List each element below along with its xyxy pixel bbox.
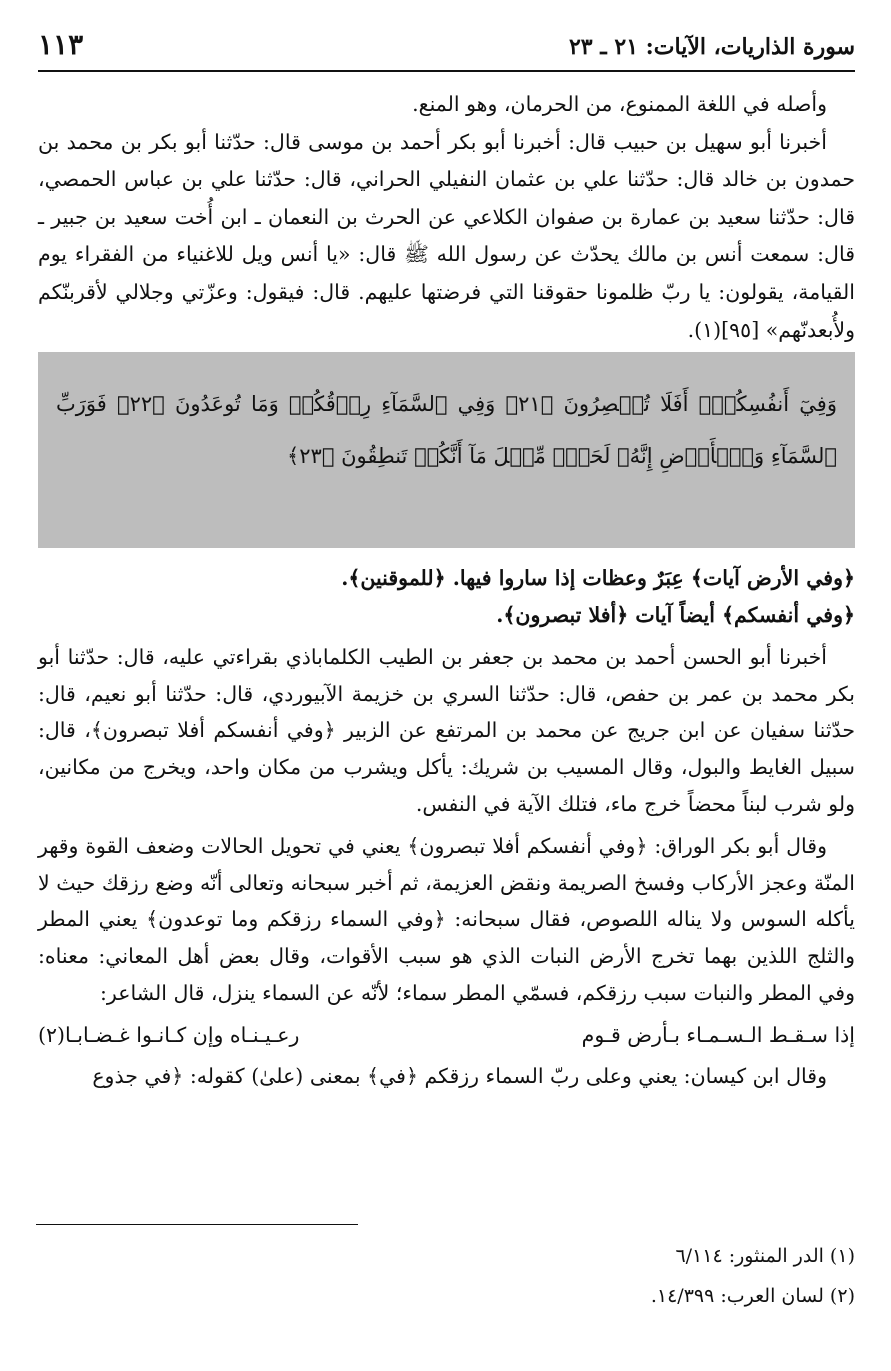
paragraph: وأصله في اللغة الممنوع، من الحرمان، وهو المنع.: [412, 92, 827, 116]
paragraph: ﴿وفي أنفسكم﴾ أيضاً آيات ﴿أفلا تبصرون﴾.: [496, 602, 855, 627]
running-header: [38, 24, 855, 72]
footnote: (١) الدر المنثور: ٦/١١٤: [675, 1245, 855, 1267]
paragraph: وقال أبو بكر الوراق: ﴿وفي أنفسكم أفلا تبصرون﴾ يعني في تحويل الحالات وضعف القوة وقهر المنّة وعجز الأركاب وفسخ الصريمة ونقض العزيمة، ثم أخبر سبحانه وتعالى أنّه وضع رزقك حيث لا يأكله السوس ولا يناله اللصوص، فقال سبحانه: ﴿وفي السماء رزقكم وما توعدون﴾ يعني المطر والثلج اللذين بهما تخرج الأرض النبات الذي هو سبب الأقوات، وقال بعض أهل المعاني: معناه: وفي المطر والنبات سبب رزقكم، فسمّي المطر سماء؛ لأنّه عن السماء ينزل، قال الشاعر:: [38, 834, 855, 1005]
main-text-block: [38, 560, 855, 1094]
footnotes: [38, 1236, 855, 1316]
header-title: سورة الذاريات، الآيات: ٢١ ـ ٢٣: [568, 34, 855, 60]
top-text-block: [38, 86, 855, 387]
paragraph: ﴿وفي الأرض آيات﴾ عِبَرٌ وعظات إذا ساروا فيها. ﴿للموقنين﴾.: [341, 566, 855, 590]
footnote: (٢) لسان العرب: ١٤/٣٩٩.: [650, 1285, 855, 1307]
paragraph: أخبرنا أبو سهيل بن حبيب قال: أخبرنا أبو بكر أحمد بن موسى قال: حدّثنا أبو بكر بن محمد بن حمدون بن خالد قال: حدّثنا علي بن عثمان النفيلي الحراني، قال: حدّثنا علي بن عباس الحمصي، قال: حدّثنا سعيد بن عمارة بن صفوان الكلاعي عن الحرث بن النعمان ـ ابن أُخت سعيد بن جبير ـ قال: سمعت أنس بن مالك يحدّث عن رسول الله ﷺ قال: «يا أنس ويل للاغنياء من الفقراء يوم القيامة، يقولون: يا ربّ ظلمونا حقوقنا التي فرضتها عليهم. قال: فيقول: وعزّتي وجلالي لأقربنّكم ولأُبعدنّهم» [٩٥](١).: [38, 129, 855, 342]
page-number: ١١٣: [38, 28, 84, 61]
poem-second-hemistich: رعـيـنـاه وإن كـانـوا غـضـابـا(٢): [38, 1023, 300, 1048]
paragraph: أخبرنا أبو الحسن أحمد بن محمد بن جعفر بن الطيب الكلماباذي بقراءتي عليه، قال: حدّثنا أبو بكر محمد بن عمر بن حفص، قال: حدّثنا السري بن خزيمة الآبيوردي، قال: حدّثنا أبو نعيم، قال: حدّثنا سفيان عن ابن جريج عن محمد بن المرتفع عن الزبير ﴿وفي أنفسكم أفلا تبصرون﴾، قال: سبيل الغايط والبول، وقال المسيب بن شريك: يأكل ويشرب من مكان واحد، ويخرج من مكانين، ولو شرب لبناً محضاً خرج ماء، فتلك الآية في النفس.: [38, 645, 855, 816]
quran-verse-box: وَفِيٓ أَنفُسِكُمۡۚ أَفَلَا تُبۡصِرُونَ ﴿٢١﴾ وَفِي ٱلسَّمَآءِ رِزۡقُكُمۡ وَمَا تُوعَدُونَ ﴿٢٢﴾ فَوَرَبِّ ٱلسَّمَآءِ وَٱلۡأَرۡضِ إِنَّهُۥ لَحَقّٞ مِّثۡلَ مَآ أَنَّكُمۡ تَنطِقُونَ ﴿٢٣﴾: [38, 352, 855, 548]
poem-first-hemistich: إذا سـقـط الـسـمـاء بـأرض قـوم: [581, 1023, 855, 1048]
poem-verse: [38, 1017, 855, 1054]
footnote-separator: [36, 1224, 358, 1225]
paragraph: وقال ابن كيسان: يعني وعلى ربّ السماء رزقكم ﴿في﴾ بمعنى (علىٰ) كقوله: ﴿في جذوع: [92, 1063, 827, 1088]
